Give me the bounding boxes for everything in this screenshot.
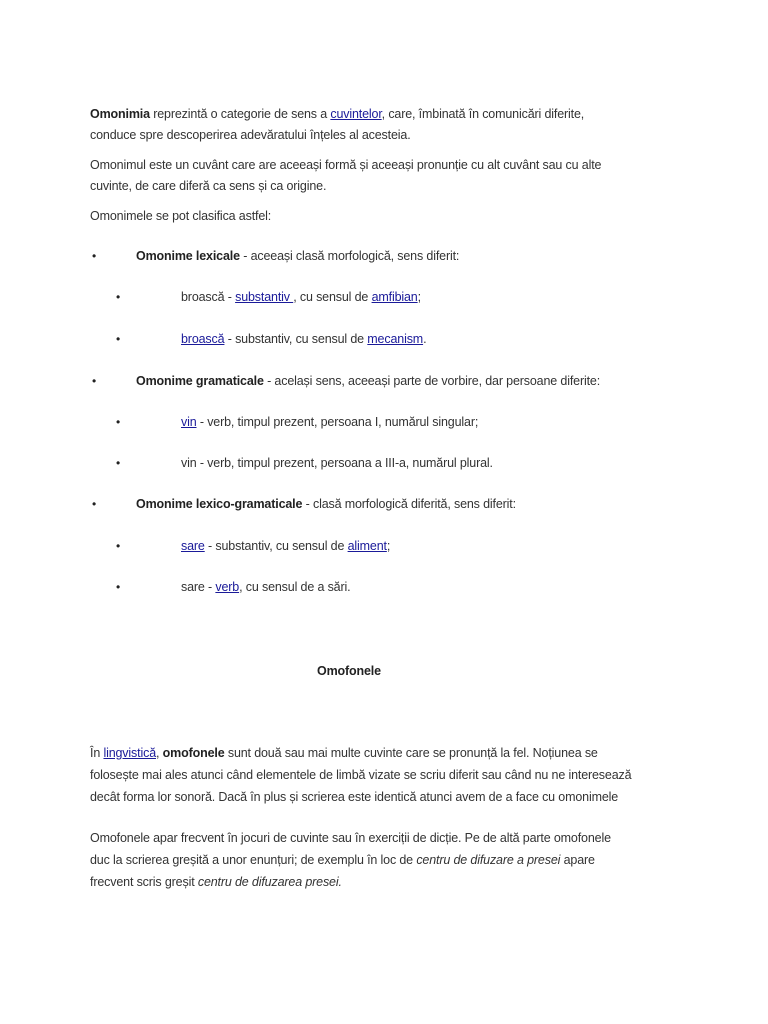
definition-line-1: Omonimul este un cuvânt care are aceeași formă și aceeași pronunție cu alt cuvânt sau cu alte (90, 158, 602, 172)
link-verb[interactable]: verb (215, 580, 240, 594)
link-aliment[interactable]: aliment (347, 539, 387, 553)
definition-line-2: cuvinte, de care diferă ca sens și ca origine. (90, 179, 327, 193)
omofonele-usage-line-1: Omofonele apar frecvent în jocuri de cuvinte sau în exerciții de dicție. Pe de altă parte omofonele (90, 831, 611, 845)
link-sare[interactable]: sare (181, 539, 205, 553)
classification-intro: Omonimele se pot clasifica astfel: (90, 209, 272, 223)
intro-line-1: Omonimia reprezintă o categorie de sens a cuvintelor, care, îmbinată în comunicări diferite, (90, 107, 585, 121)
omofonele-usage-line-2: duc la scrierea greșită a unor enunțuri; de exemplu în loc de centru de difuzare a presei apare (90, 853, 595, 867)
list-item-omonime-gramaticale: Omonime gramaticale - același sens, aceeași parte de vorbire, dar persoane diferite: (136, 374, 601, 388)
bullet-icon: • (116, 290, 121, 304)
list-item-broasca-amfibian: broască - substantiv , cu sensul de amfibian; (181, 290, 421, 304)
link-vin[interactable]: vin (181, 415, 197, 429)
list-item-vin-singular: vin - verb, timpul prezent, persoana I, numărul singular; (181, 415, 479, 429)
omofonele-usage-line-3: frecvent scris greșit centru de difuzarea presei. (90, 875, 342, 889)
list-item-omonime-lexicale: Omonime lexicale - aceeași clasă morfologică, sens diferit: (136, 249, 460, 263)
term-omonimia: Omonimia (90, 107, 150, 121)
list-item-omonime-lexico-gramaticale: Omonime lexico-gramaticale - clasă morfologică diferită, sens diferit: (136, 497, 516, 511)
list-item-sare-verb: sare - verb, cu sensul de a sări. (181, 580, 351, 594)
intro-line-2: conduce spre descoperirea adevăratului înțeles al acesteia. (90, 128, 411, 142)
section-heading-omofonele: Omofonele (317, 664, 381, 678)
bullet-icon: • (92, 374, 97, 388)
bullet-icon: • (116, 332, 121, 346)
list-item-sare-aliment: sare - substantiv, cu sensul de aliment; (181, 539, 391, 553)
link-amfibian[interactable]: amfibian (371, 290, 418, 304)
omofonele-line-2: folosește mai ales atunci când elementele de limbă vizate se scriu diferit sau când nu ne interesează (90, 768, 632, 782)
omofonele-line-3: decât forma lor sonoră. Dacă în plus și scrierea este identică atunci avem de a face cu omonimele (90, 790, 619, 804)
link-mecanism[interactable]: mecanism (367, 332, 424, 346)
bullet-icon: • (92, 497, 97, 511)
bullet-icon: • (116, 456, 121, 470)
list-item-vin-plural: vin - verb, timpul prezent, persoana a III-a, numărul plural. (181, 456, 493, 470)
bullet-icon: • (92, 249, 97, 263)
link-broasca[interactable]: broască (181, 332, 225, 346)
bullet-icon: • (116, 415, 121, 429)
list-item-broasca-mecanism: broască - substantiv, cu sensul de mecanism. (181, 332, 427, 346)
link-lingvistica[interactable]: lingvistică (103, 746, 156, 760)
link-cuvintelor[interactable]: cuvintelor (330, 107, 382, 121)
omofonele-line-1: În lingvistică, omofonele sunt două sau mai multe cuvinte care se pronunță la fel. Noțiunea se (90, 746, 598, 760)
bullet-icon: • (116, 539, 121, 553)
bullet-icon: • (116, 580, 121, 594)
link-substantiv[interactable]: substantiv (235, 290, 294, 304)
